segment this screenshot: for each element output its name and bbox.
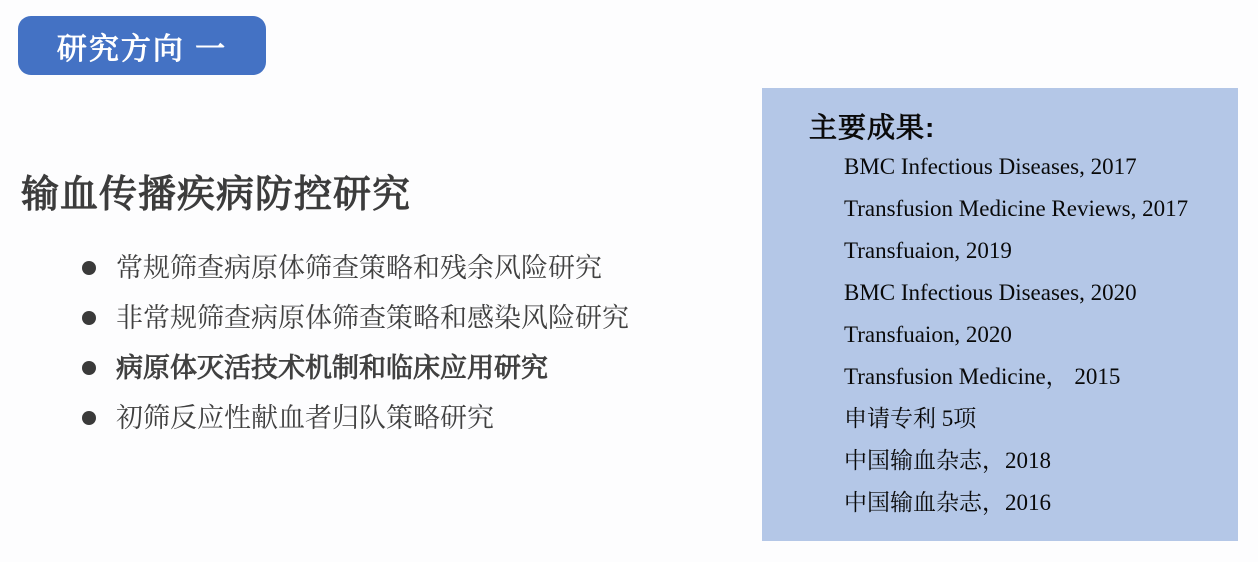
list-item: Transfusion Medicine， 2015: [844, 364, 1121, 389]
list-item: 初筛反应性献血者归队策略研究: [82, 396, 722, 446]
list-item: 非常规筛查病原体筛查策略和感染风险研究: [82, 296, 722, 346]
main-results-panel: [762, 88, 1238, 541]
research-topics-list: [82, 246, 722, 446]
research-direction-badge-label: 研究方向 一: [56, 32, 228, 66]
list-item: 病原体灭活技术机制和临床应用研究: [82, 346, 722, 396]
list-item: 中国输血杂志，2016: [844, 490, 1051, 515]
list-item: 申请专利 5项: [844, 406, 977, 431]
list-item: 常规筛查病原体筛查策略和残余风险研究: [82, 246, 722, 296]
page-title: 输血传播疾病防控研究: [21, 174, 412, 216]
list-item: BMC Infectious Diseases, 2017: [844, 154, 1137, 179]
list-item: Transfusion Medicine Reviews, 2017: [844, 196, 1189, 221]
results-panel-title: 主要成果:: [809, 112, 936, 143]
list-item: Transfuaion, 2020: [844, 322, 1012, 347]
research-direction-badge: [18, 16, 266, 75]
list-item: BMC Infectious Diseases, 2020: [844, 280, 1137, 305]
publications-list: [844, 146, 1188, 524]
list-item: Transfuaion, 2019: [844, 238, 1012, 263]
list-item: 中国输血杂志，2018: [844, 448, 1051, 473]
